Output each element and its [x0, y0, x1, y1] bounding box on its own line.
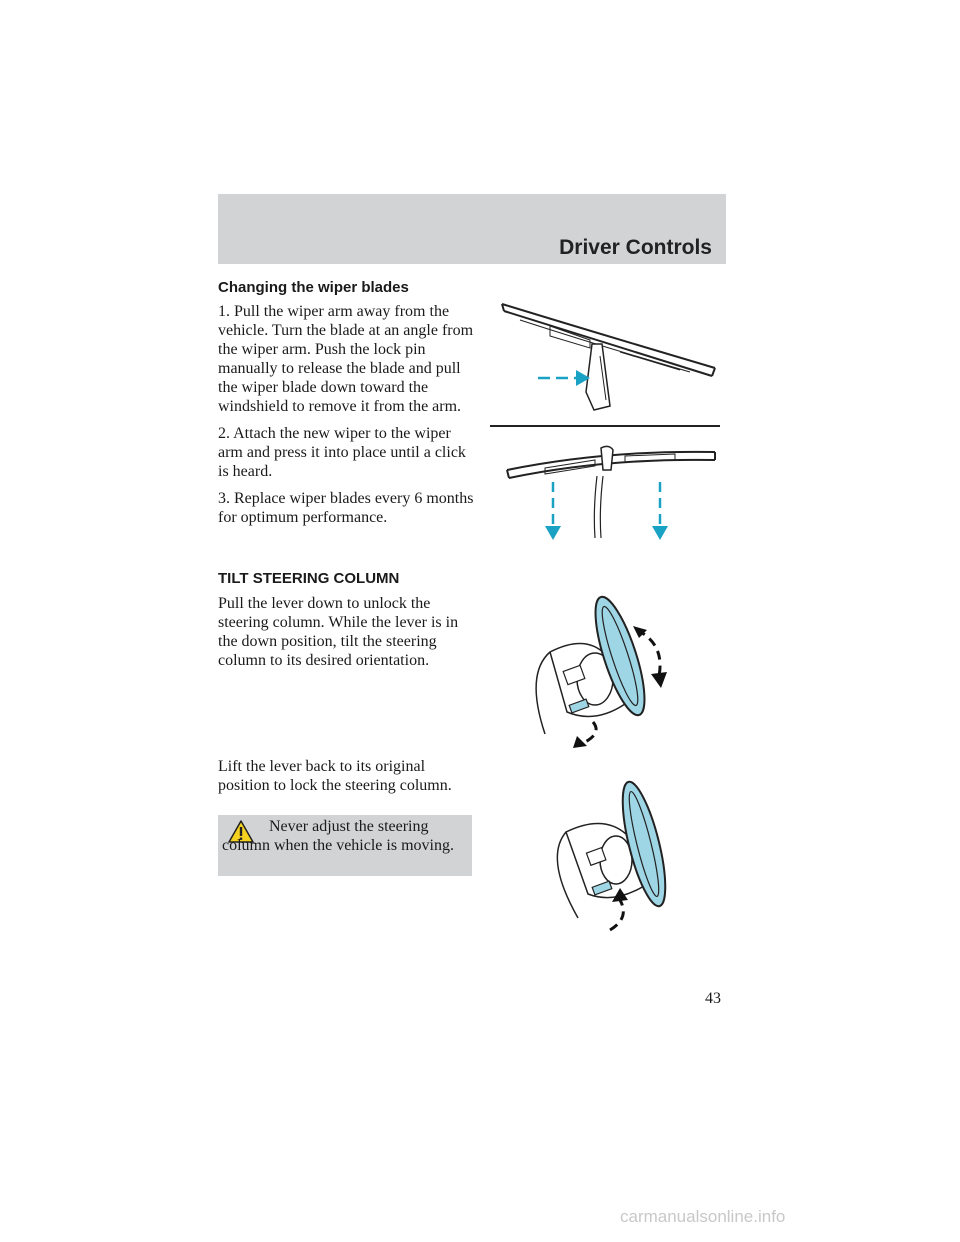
wiper-step-3: 3. Replace wiper blades every 6 months for optimum performance.	[218, 490, 474, 526]
wiper-attach-illustration	[505, 440, 725, 545]
wiper-section	[218, 279, 478, 527]
tilt-unlock-illustration	[515, 594, 675, 754]
wiper-removal-illustration	[490, 296, 725, 416]
footer-watermark-url[interactable]: carmanualsonline.info	[620, 1207, 786, 1226]
tilt-heading: TILT STEERING COLUMN	[218, 570, 400, 587]
tilt-paragraph-2: Lift the lever back to its original position to lock the steering column.	[218, 758, 452, 794]
section-header-band	[218, 194, 726, 264]
tilt-paragraph-1: Pull the lever down to unlock the steering column. While the lever is in the down position, tilt the steering column to its desired orientation.	[218, 595, 459, 669]
tilt-lock-illustration	[548, 778, 683, 938]
wiper-step-2: 2. Attach the new wiper to the wiper arm and press it into place until a click is heard.	[218, 425, 466, 480]
wiper-heading: Changing the wiper blades	[218, 279, 409, 296]
tilt-section	[218, 570, 478, 670]
warning-box	[218, 815, 472, 876]
page-number: 43	[705, 990, 721, 1007]
warning-text: Never adjust the steering column when the vehicle is moving.	[222, 818, 454, 854]
tilt-lock-section	[218, 757, 478, 795]
figure-divider	[490, 424, 720, 428]
section-title: Driver Controls	[559, 236, 712, 259]
wiper-step-1: 1. Pull the wiper arm away from the vehicle. Turn the blade at an angle from the wiper arm. Push the lock pin manually to release the blade and pull the wiper blade down toward the windshield to remove it from the arm.	[218, 303, 474, 415]
